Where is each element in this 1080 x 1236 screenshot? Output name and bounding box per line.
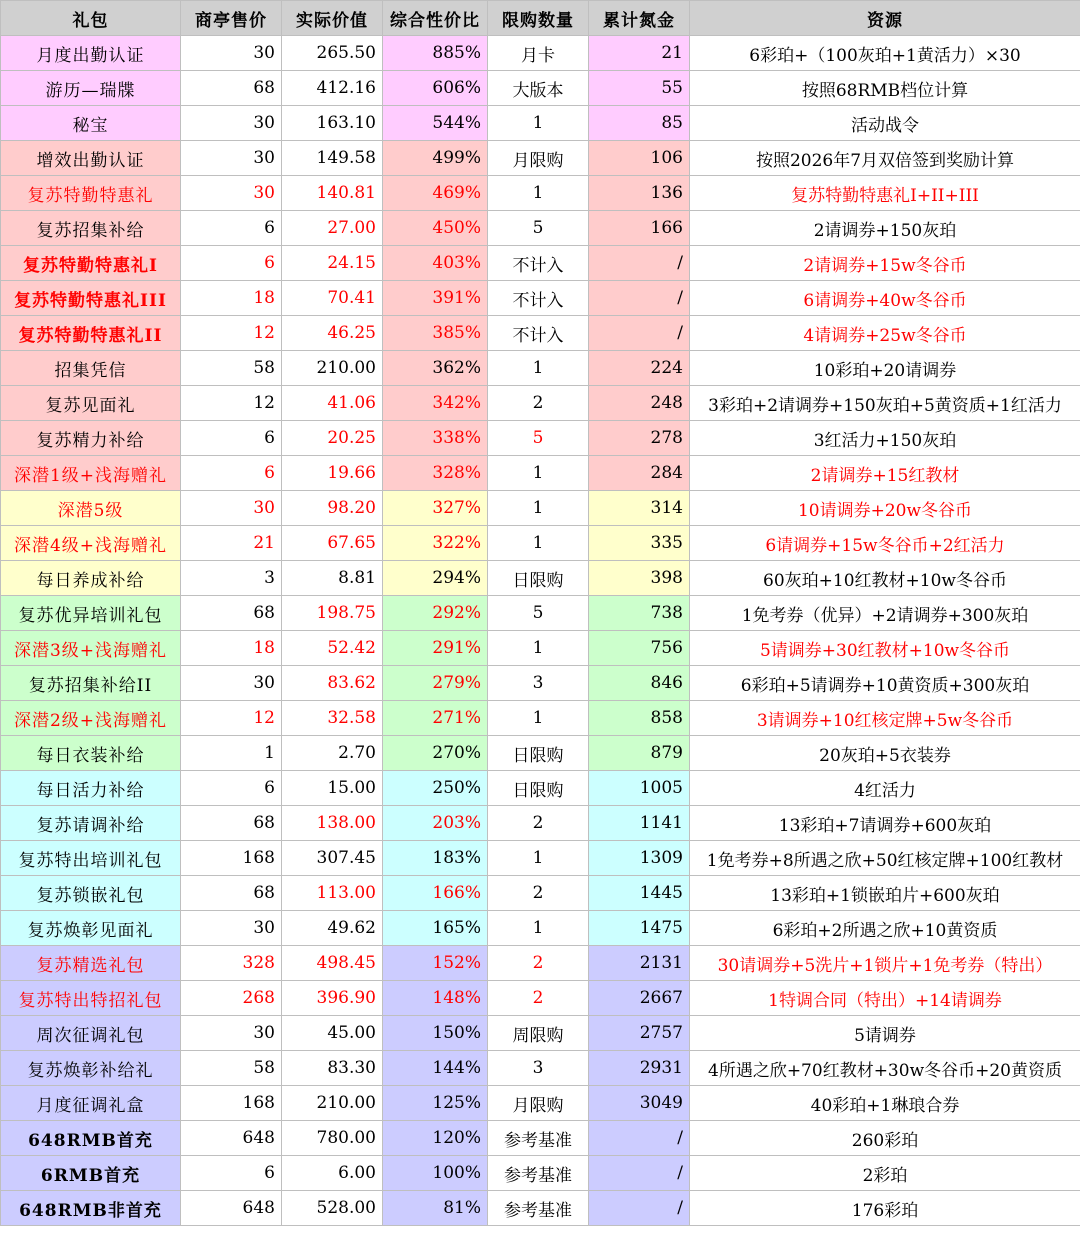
price-cell: 6 [181, 246, 282, 281]
gift-name-cell: 复苏请调补给 [1, 806, 181, 841]
total-cell: 2131 [589, 946, 690, 981]
ratio-cell: 450% [383, 211, 488, 246]
ratio-cell: 271% [383, 701, 488, 736]
ratio-cell: 291% [383, 631, 488, 666]
table-row [1, 806, 1080, 841]
gift-name-cell: 深潜2级+浅海赠礼 [1, 701, 181, 736]
ratio-cell: 294% [383, 561, 488, 596]
resources-cell: 5请调券+30红教材+10w冬谷币 [690, 631, 1080, 666]
price-cell: 168 [181, 1086, 282, 1121]
gift-name-cell: 月度出勤认证 [1, 36, 181, 71]
limit-cell: 月卡 [488, 36, 589, 71]
gift-name-cell: 复苏招集补给 [1, 211, 181, 246]
limit-cell: 日限购 [488, 561, 589, 596]
price-cell: 6 [181, 771, 282, 806]
value-cell: 498.45 [282, 946, 383, 981]
resources-cell: 3彩珀+2请调券+150灰珀+5黄资质+1红活力 [690, 386, 1080, 421]
value-cell: 46.25 [282, 316, 383, 351]
value-cell: 2.70 [282, 736, 383, 771]
limit-cell: 3 [488, 1051, 589, 1086]
ratio-cell: 338% [383, 421, 488, 456]
gift-name-cell: 复苏特勤特惠礼 [1, 176, 181, 211]
table-row [1, 456, 1080, 491]
value-cell: 265.50 [282, 36, 383, 71]
limit-cell: 参考基准 [488, 1121, 589, 1156]
resources-cell: 3请调券+10红核定牌+5w冬谷币 [690, 701, 1080, 736]
resources-cell: 6彩珀+（100灰珀+1黄活力）×30 [690, 36, 1080, 71]
gift-name-cell: 周次征调礼包 [1, 1016, 181, 1051]
ratio-cell: 403% [383, 246, 488, 281]
value-cell: 163.10 [282, 106, 383, 141]
value-cell: 198.75 [282, 596, 383, 631]
price-cell: 168 [181, 841, 282, 876]
gift-name-cell: 每日养成补给 [1, 561, 181, 596]
gift-name-cell: 复苏特勤特惠礼III [1, 281, 181, 316]
table-row [1, 351, 1080, 386]
table-row [1, 491, 1080, 526]
ratio-cell: 152% [383, 946, 488, 981]
gift-name-cell: 复苏特出特招礼包 [1, 981, 181, 1016]
total-cell: 1309 [589, 841, 690, 876]
total-cell: / [589, 316, 690, 351]
price-cell: 30 [181, 911, 282, 946]
table-row [1, 1156, 1080, 1191]
value-cell: 67.65 [282, 526, 383, 561]
resources-cell: 1免考券（优异）+2请调券+300灰珀 [690, 596, 1080, 631]
resources-cell: 30请调券+5洗片+1锁片+1免考券（特出） [690, 946, 1080, 981]
table-row [1, 211, 1080, 246]
price-cell: 12 [181, 701, 282, 736]
total-cell: 2667 [589, 981, 690, 1016]
table-row [1, 701, 1080, 736]
total-cell: / [589, 1191, 690, 1226]
gift-name-cell: 秘宝 [1, 106, 181, 141]
limit-cell: 月限购 [488, 141, 589, 176]
table-row [1, 281, 1080, 316]
gift-name-cell: 每日衣装补给 [1, 736, 181, 771]
total-cell: 398 [589, 561, 690, 596]
gift-name-cell: 复苏精力补给 [1, 421, 181, 456]
price-cell: 268 [181, 981, 282, 1016]
total-cell: 858 [589, 701, 690, 736]
limit-cell: 不计入 [488, 316, 589, 351]
price-cell: 328 [181, 946, 282, 981]
total-cell: 846 [589, 666, 690, 701]
limit-cell: 参考基准 [488, 1156, 589, 1191]
total-cell: 314 [589, 491, 690, 526]
ratio-cell: 183% [383, 841, 488, 876]
value-cell: 15.00 [282, 771, 383, 806]
total-cell: 2931 [589, 1051, 690, 1086]
value-cell: 83.62 [282, 666, 383, 701]
table-row [1, 141, 1080, 176]
ratio-cell: 342% [383, 386, 488, 421]
table-row [1, 876, 1080, 911]
ratio-cell: 279% [383, 666, 488, 701]
ratio-cell: 385% [383, 316, 488, 351]
value-cell: 19.66 [282, 456, 383, 491]
gift-name-cell: 招集凭信 [1, 351, 181, 386]
resources-cell: 复苏特勤特惠礼I+II+III [690, 176, 1080, 211]
ratio-cell: 165% [383, 911, 488, 946]
value-cell: 149.58 [282, 141, 383, 176]
value-cell: 83.30 [282, 1051, 383, 1086]
ratio-cell: 120% [383, 1121, 488, 1156]
total-cell: 284 [589, 456, 690, 491]
gift-name-cell: 复苏焕彰见面礼 [1, 911, 181, 946]
limit-cell: 1 [488, 701, 589, 736]
resources-cell: 260彩珀 [690, 1121, 1080, 1156]
table-row [1, 911, 1080, 946]
total-cell: 738 [589, 596, 690, 631]
total-cell: 21 [589, 36, 690, 71]
limit-cell: 周限购 [488, 1016, 589, 1051]
resources-cell: 6彩珀+5请调券+10黄资质+300灰珀 [690, 666, 1080, 701]
limit-cell: 1 [488, 911, 589, 946]
total-cell: 2757 [589, 1016, 690, 1051]
value-cell: 24.15 [282, 246, 383, 281]
ratio-cell: 606% [383, 71, 488, 106]
price-cell: 30 [181, 1016, 282, 1051]
table-row [1, 316, 1080, 351]
gift-name-cell: 复苏特勤特惠礼II [1, 316, 181, 351]
price-cell: 58 [181, 351, 282, 386]
table-row [1, 1086, 1080, 1121]
gift-name-cell: 复苏优异培训礼包 [1, 596, 181, 631]
resources-cell: 40彩珀+1琳琅合券 [690, 1086, 1080, 1121]
value-cell: 780.00 [282, 1121, 383, 1156]
ratio-cell: 327% [383, 491, 488, 526]
ratio-cell: 270% [383, 736, 488, 771]
gift-name-cell: 复苏精选礼包 [1, 946, 181, 981]
value-cell: 8.81 [282, 561, 383, 596]
value-cell: 32.58 [282, 701, 383, 736]
price-cell: 3 [181, 561, 282, 596]
limit-cell: 5 [488, 421, 589, 456]
value-cell: 52.42 [282, 631, 383, 666]
price-cell: 30 [181, 666, 282, 701]
resources-cell: 1特调合同（特出）+14请调券 [690, 981, 1080, 1016]
header-ratio: 综合性价比 [383, 1, 488, 36]
price-cell: 12 [181, 316, 282, 351]
limit-cell: 3 [488, 666, 589, 701]
value-cell: 307.45 [282, 841, 383, 876]
ratio-cell: 81% [383, 1191, 488, 1226]
price-cell: 648 [181, 1191, 282, 1226]
gift-name-cell: 增效出勤认证 [1, 141, 181, 176]
price-cell: 30 [181, 106, 282, 141]
resources-cell: 10请调券+20w冬谷币 [690, 491, 1080, 526]
ratio-cell: 322% [383, 526, 488, 561]
limit-cell: 日限购 [488, 771, 589, 806]
limit-cell: 1 [488, 526, 589, 561]
resources-cell: 10彩珀+20请调券 [690, 351, 1080, 386]
header-value: 实际价值 [282, 1, 383, 36]
table-row [1, 596, 1080, 631]
total-cell: 756 [589, 631, 690, 666]
total-cell: 3049 [589, 1086, 690, 1121]
table-row [1, 946, 1080, 981]
limit-cell: 1 [488, 841, 589, 876]
table-row [1, 631, 1080, 666]
value-cell: 49.62 [282, 911, 383, 946]
resources-cell: 按照2026年7月双倍签到奖励计算 [690, 141, 1080, 176]
table-row [1, 1121, 1080, 1156]
header-limit: 限购数量 [488, 1, 589, 36]
limit-cell: 不计入 [488, 246, 589, 281]
limit-cell: 1 [488, 631, 589, 666]
table-row [1, 246, 1080, 281]
gift-name-cell: 每日活力补给 [1, 771, 181, 806]
resources-cell: 13彩珀+7请调券+600灰珀 [690, 806, 1080, 841]
price-cell: 68 [181, 806, 282, 841]
table-row [1, 666, 1080, 701]
header-resources: 资源 [690, 1, 1080, 36]
limit-cell: 1 [488, 106, 589, 141]
value-cell: 396.90 [282, 981, 383, 1016]
resources-cell: 6请调券+40w冬谷币 [690, 281, 1080, 316]
limit-cell: 不计入 [488, 281, 589, 316]
value-cell: 210.00 [282, 351, 383, 386]
total-cell: 166 [589, 211, 690, 246]
total-cell: / [589, 246, 690, 281]
gift-name-cell: 648RMB首充 [1, 1121, 181, 1156]
gift-name-cell: 复苏招集补给II [1, 666, 181, 701]
price-cell: 68 [181, 596, 282, 631]
limit-cell: 2 [488, 981, 589, 1016]
table-row [1, 71, 1080, 106]
ratio-cell: 150% [383, 1016, 488, 1051]
resources-cell: 4所遇之欣+70红教材+30w冬谷币+20黄资质 [690, 1051, 1080, 1086]
price-cell: 68 [181, 876, 282, 911]
table-row [1, 421, 1080, 456]
total-cell: 248 [589, 386, 690, 421]
value-cell: 45.00 [282, 1016, 383, 1051]
gift-name-cell: 深潜5级 [1, 491, 181, 526]
resources-cell: 2请调券+15w冬谷币 [690, 246, 1080, 281]
total-cell: 1005 [589, 771, 690, 806]
gift-name-cell: 复苏特勤特惠礼I [1, 246, 181, 281]
limit-cell: 大版本 [488, 71, 589, 106]
ratio-cell: 100% [383, 1156, 488, 1191]
resources-cell: 176彩珀 [690, 1191, 1080, 1226]
table-row [1, 106, 1080, 141]
resources-cell: 60灰珀+10红教材+10w冬谷币 [690, 561, 1080, 596]
header-gift: 礼包 [1, 1, 181, 36]
price-cell: 6 [181, 421, 282, 456]
header-price: 商亭售价 [181, 1, 282, 36]
value-cell: 27.00 [282, 211, 383, 246]
price-cell: 68 [181, 71, 282, 106]
price-cell: 30 [181, 176, 282, 211]
table-row [1, 1051, 1080, 1086]
ratio-cell: 328% [383, 456, 488, 491]
value-cell: 70.41 [282, 281, 383, 316]
gift-name-cell: 648RMB非首充 [1, 1191, 181, 1226]
ratio-cell: 391% [383, 281, 488, 316]
value-cell: 412.16 [282, 71, 383, 106]
header-row [1, 1, 1080, 36]
price-cell: 6 [181, 1156, 282, 1191]
ratio-cell: 885% [383, 36, 488, 71]
gift-name-cell: 复苏焕彰补给礼 [1, 1051, 181, 1086]
limit-cell: 日限购 [488, 736, 589, 771]
ratio-cell: 362% [383, 351, 488, 386]
price-cell: 30 [181, 141, 282, 176]
ratio-cell: 469% [383, 176, 488, 211]
price-cell: 58 [181, 1051, 282, 1086]
limit-cell: 参考基准 [488, 1191, 589, 1226]
table-row [1, 561, 1080, 596]
value-cell: 98.20 [282, 491, 383, 526]
limit-cell: 1 [488, 176, 589, 211]
table-row [1, 771, 1080, 806]
ratio-cell: 292% [383, 596, 488, 631]
gift-name-cell: 复苏见面礼 [1, 386, 181, 421]
ratio-cell: 166% [383, 876, 488, 911]
ratio-cell: 148% [383, 981, 488, 1016]
table-row [1, 981, 1080, 1016]
table-row [1, 841, 1080, 876]
price-cell: 18 [181, 631, 282, 666]
price-cell: 21 [181, 526, 282, 561]
resources-cell: 4红活力 [690, 771, 1080, 806]
limit-cell: 2 [488, 946, 589, 981]
resources-cell: 2请调券+15红教材 [690, 456, 1080, 491]
price-cell: 18 [181, 281, 282, 316]
total-cell: 1445 [589, 876, 690, 911]
resources-cell: 4请调券+25w冬谷币 [690, 316, 1080, 351]
value-cell: 6.00 [282, 1156, 383, 1191]
total-cell: 85 [589, 106, 690, 141]
total-cell: 136 [589, 176, 690, 211]
total-cell: / [589, 281, 690, 316]
limit-cell: 月限购 [488, 1086, 589, 1121]
value-cell: 138.00 [282, 806, 383, 841]
ratio-cell: 250% [383, 771, 488, 806]
price-cell: 6 [181, 456, 282, 491]
table-row [1, 1191, 1080, 1226]
table-row [1, 36, 1080, 71]
gift-name-cell: 月度征调礼盒 [1, 1086, 181, 1121]
limit-cell: 5 [488, 211, 589, 246]
value-cell: 20.25 [282, 421, 383, 456]
total-cell: 224 [589, 351, 690, 386]
total-cell: / [589, 1121, 690, 1156]
gift-name-cell: 游历—瑞牒 [1, 71, 181, 106]
gift-name-cell: 6RMB首充 [1, 1156, 181, 1191]
resources-cell: 1免考券+8所遇之欣+50红核定牌+100红教材 [690, 841, 1080, 876]
price-cell: 648 [181, 1121, 282, 1156]
ratio-cell: 544% [383, 106, 488, 141]
price-cell: 6 [181, 211, 282, 246]
table-row [1, 176, 1080, 211]
total-cell: 106 [589, 141, 690, 176]
ratio-cell: 499% [383, 141, 488, 176]
resources-cell: 6彩珀+2所遇之欣+10黄资质 [690, 911, 1080, 946]
limit-cell: 5 [488, 596, 589, 631]
limit-cell: 1 [488, 351, 589, 386]
limit-cell: 1 [488, 456, 589, 491]
price-cell: 1 [181, 736, 282, 771]
price-cell: 12 [181, 386, 282, 421]
header-total: 累计氮金 [589, 1, 690, 36]
total-cell: 1141 [589, 806, 690, 841]
resources-cell: 6请调券+15w冬谷币+2红活力 [690, 526, 1080, 561]
ratio-cell: 144% [383, 1051, 488, 1086]
total-cell: 879 [589, 736, 690, 771]
limit-cell: 2 [488, 876, 589, 911]
resources-cell: 2请调券+150灰珀 [690, 211, 1080, 246]
resources-cell: 按照68RMB档位计算 [690, 71, 1080, 106]
limit-cell: 2 [488, 806, 589, 841]
resources-cell: 活动战令 [690, 106, 1080, 141]
price-cell: 30 [181, 36, 282, 71]
price-cell: 30 [181, 491, 282, 526]
table-body [1, 36, 1080, 1226]
gift-name-cell: 复苏特出培训礼包 [1, 841, 181, 876]
value-cell: 528.00 [282, 1191, 383, 1226]
limit-cell: 2 [488, 386, 589, 421]
resources-cell: 13彩珀+1锁嵌珀片+600灰珀 [690, 876, 1080, 911]
gift-name-cell: 深潜4级+浅海赠礼 [1, 526, 181, 561]
gift-name-cell: 深潜1级+浅海赠礼 [1, 456, 181, 491]
table-row [1, 1016, 1080, 1051]
value-cell: 140.81 [282, 176, 383, 211]
resources-cell: 20灰珀+5衣装券 [690, 736, 1080, 771]
total-cell: 278 [589, 421, 690, 456]
resources-cell: 5请调券 [690, 1016, 1080, 1051]
table-row [1, 386, 1080, 421]
ratio-cell: 125% [383, 1086, 488, 1121]
total-cell: 55 [589, 71, 690, 106]
gift-name-cell: 深潜3级+浅海赠礼 [1, 631, 181, 666]
table-row [1, 526, 1080, 561]
resources-cell: 3红活力+150灰珀 [690, 421, 1080, 456]
total-cell: 1475 [589, 911, 690, 946]
total-cell: / [589, 1156, 690, 1191]
limit-cell: 1 [488, 491, 589, 526]
table-row [1, 736, 1080, 771]
gift-name-cell: 复苏锁嵌礼包 [1, 876, 181, 911]
resources-cell: 2彩珀 [690, 1156, 1080, 1191]
total-cell: 335 [589, 526, 690, 561]
value-cell: 113.00 [282, 876, 383, 911]
value-cell: 41.06 [282, 386, 383, 421]
value-cell: 210.00 [282, 1086, 383, 1121]
ratio-cell: 203% [383, 806, 488, 841]
